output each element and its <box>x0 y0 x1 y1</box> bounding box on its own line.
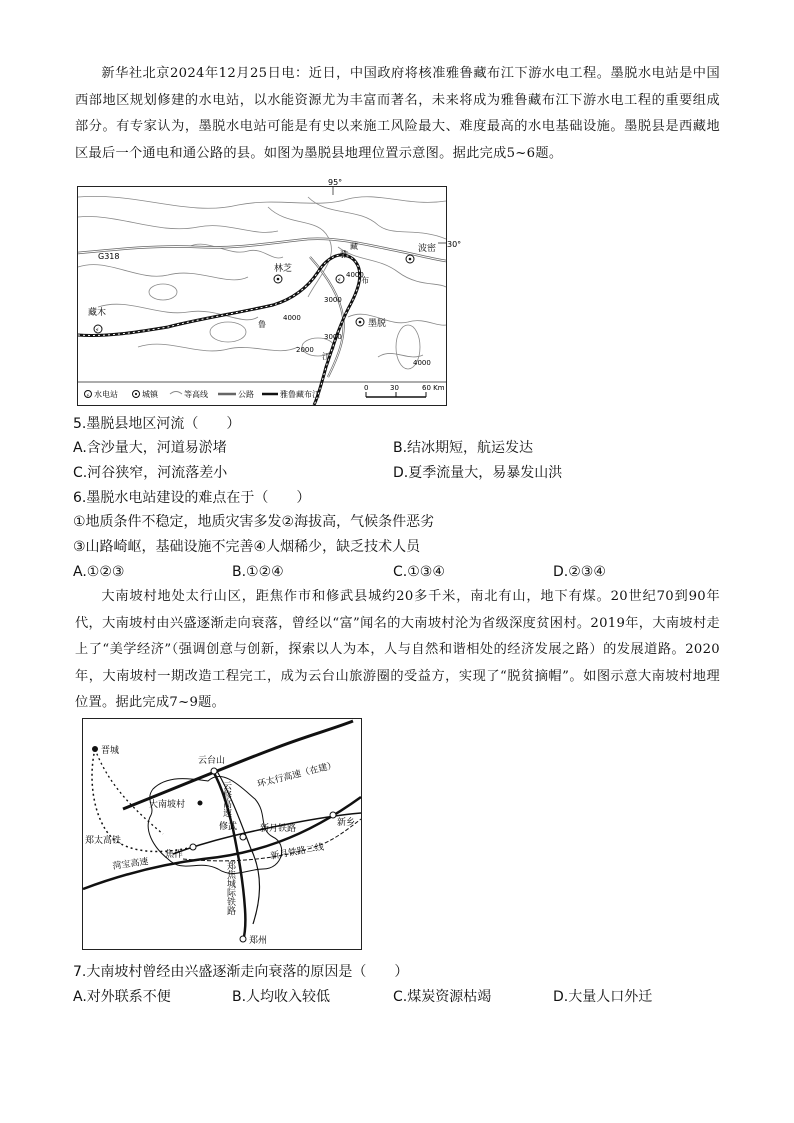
svg-text:0: 0 <box>364 384 369 392</box>
q5-option-c[interactable]: C.河谷狭窄，河流落差小 <box>73 465 228 481</box>
q6-items-line-1: ①地质条件不稳定，地质灾害多发②海拔高，气候条件恶劣 <box>73 514 435 530</box>
svg-text:郑州: 郑州 <box>249 936 268 946</box>
contour-value: 4000 <box>283 314 301 322</box>
lat-label: 30° <box>447 240 462 249</box>
svg-text:雅鲁藏布江: 雅鲁藏布江 <box>280 390 320 399</box>
svg-text:30: 30 <box>390 384 399 392</box>
contour-value: 4000 <box>413 359 431 367</box>
label-yunxiu: 云修高速 <box>221 781 231 817</box>
dananpo-location-map <box>82 718 362 950</box>
q7-option-a[interactable]: A.对外联系不便 <box>73 989 171 1005</box>
lon-label: 95° <box>328 178 343 187</box>
contour-value: 2000 <box>296 346 314 354</box>
medog-location-map <box>77 178 462 406</box>
question-5: 5.墨脱县地区河流（ ） <box>73 416 241 432</box>
passage-1: 新华社北京2024年12月25日电：近日，中国政府将核准雅鲁藏布江下游水电工程。墨脱水电站是中国西部地区规划修建的水电站，以水能资源尤为丰富而著名，未来将成为雅鲁藏布江下游水电工程的重要组成部分。有专家认为，墨脱水电站可能是有史以来施工风险最大、难度最高的水电基础设施。墨脱县是西藏地区最后一个通电和通公路的县。如图为墨脱县地理位置示意图。据此完成5~6题。 <box>75 66 720 161</box>
medog-map-svg <box>78 178 462 405</box>
question-6: 6.墨脱水电站建设的难点在于（ ） <box>73 490 311 506</box>
passage-2: 大南坡村地处太行山区，距焦作市和修武县城约20多千米，南北有山，地下有煤。20世纪70到90年代，大南坡村由兴盛逐渐走向衰落，曾经以“富”闻名的大南坡村沦为省级深度贫困村。2019年，大南坡村走上了“美学经济”（强调创意与创新，探索以人为本，人与自然和谐相处的经济发展之路）的发展道路。2020年，大南坡村一期改造工程完工，成为云台山旅游圈的受益方，实现了“脱贫摘帽”。如图示意大南坡村地理位置。据此完成7~9题。 <box>75 589 720 710</box>
dananpo-map-svg <box>83 719 361 949</box>
contour-value: 4000 <box>346 271 364 279</box>
svg-text:⚡: ⚡ <box>86 393 90 399</box>
label-zhengjiao: 郑焦城际铁路 <box>225 861 235 915</box>
label-xinyue: 新月铁路 <box>260 824 297 834</box>
contour-value: 3000 <box>324 296 342 304</box>
q5-option-b[interactable]: B.结冰期短，航运发达 <box>393 440 534 456</box>
city-xiuwu <box>219 820 246 840</box>
q6-option-b[interactable]: B.①②④ <box>232 564 284 580</box>
svg-text:云台山: 云台山 <box>198 756 226 766</box>
svg-text:⚡: ⚡ <box>95 327 100 334</box>
svg-text:等高线: 等高线 <box>184 390 208 399</box>
label-heibao: 菏宝高速 <box>112 857 150 872</box>
label-xinyue-2: 新月铁路二线 <box>269 842 325 862</box>
city-linzhi <box>274 262 292 283</box>
label-zhengtai: 郑太高铁 <box>85 836 122 846</box>
q6-option-c[interactable]: C.①③④ <box>393 564 445 580</box>
river-char: 江 <box>322 352 330 361</box>
yarlung-tsangpo-river <box>78 255 360 405</box>
q7-option-c[interactable]: C.煤炭资源枯竭 <box>393 989 492 1005</box>
svg-text:城镇: 城镇 <box>142 390 158 399</box>
svg-text:⚡: ⚡ <box>337 277 342 284</box>
svg-text:焦作: 焦作 <box>165 850 184 860</box>
question-7: 7.大南坡村曾经由兴盛逐渐走向衰落的原因是（ ） <box>73 964 409 980</box>
q6-option-d[interactable]: D.②③④ <box>553 564 606 580</box>
hydro-station-medog <box>336 275 344 284</box>
city-dananpo <box>149 798 203 810</box>
city-jiaozuo <box>165 844 196 860</box>
q6-items-line-2: ③山路崎岖，基础设施不完善④人烟稀少，缺乏技术人员 <box>73 539 421 555</box>
city-medog <box>356 317 386 329</box>
river-char: 鲁 <box>258 320 266 329</box>
svg-text:水电站: 水电站 <box>94 390 118 399</box>
q5-option-d[interactable]: D.夏季流量大，易暴发山洪 <box>393 465 563 481</box>
city-jincheng <box>92 744 119 756</box>
hydro-station-zangmu <box>88 306 106 334</box>
scale-bar <box>364 384 445 397</box>
svg-text:大南坡村: 大南坡村 <box>149 800 186 810</box>
contour-value: 3000 <box>324 333 342 341</box>
label-huantaihang: 环太行高速（在建） <box>256 760 338 790</box>
river-char: 布 <box>361 276 369 285</box>
q7-option-b[interactable]: B.人均收入较低 <box>232 989 331 1005</box>
river-char: 雅 <box>340 250 348 259</box>
svg-text:墨脱: 墨脱 <box>368 319 387 329</box>
city-zhengzhou <box>240 934 267 946</box>
svg-text:林芝: 林芝 <box>274 264 293 274</box>
q6-option-a[interactable]: A.①②③ <box>73 564 125 580</box>
svg-text:波密: 波密 <box>418 244 437 254</box>
q5-option-a[interactable]: A.含沙量大，河道易淤堵 <box>73 440 227 456</box>
svg-text:修武: 修武 <box>219 822 238 832</box>
svg-text:新乡: 新乡 <box>337 818 356 828</box>
svg-text:晋城: 晋城 <box>101 746 120 756</box>
svg-text:60 Km: 60 Km <box>422 384 445 392</box>
svg-text:公路: 公路 <box>238 390 254 399</box>
road-label: G318 <box>98 252 120 261</box>
svg-text:藏木: 藏木 <box>88 308 107 318</box>
map-legend <box>85 389 321 399</box>
river-char: 藏 <box>350 242 358 251</box>
q7-option-d[interactable]: D.大量人口外迁 <box>553 989 653 1005</box>
